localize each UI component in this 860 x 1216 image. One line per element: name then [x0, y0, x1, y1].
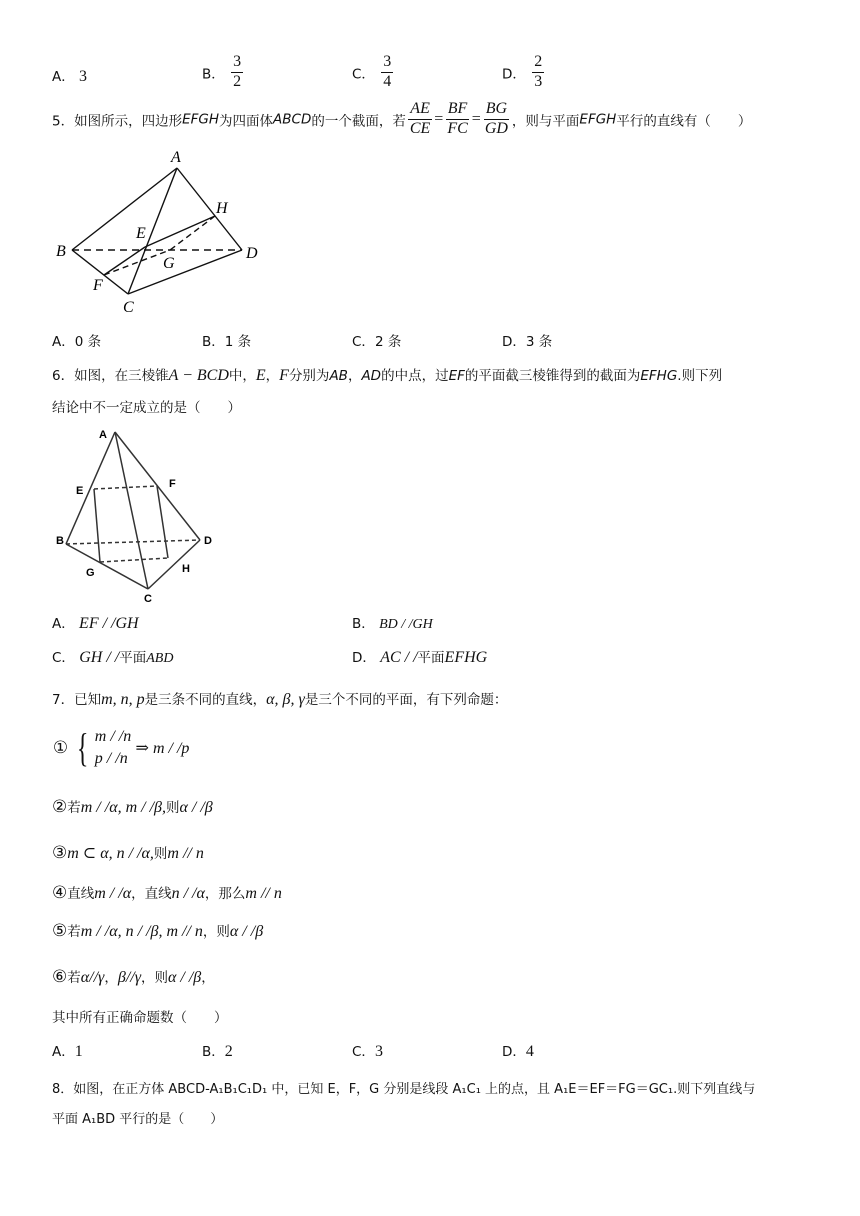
q5-tetrahedron-figure [50, 146, 280, 316]
q6-option-c[interactable]: C． GH / /平面ABD [52, 649, 174, 666]
q5-option-d[interactable]: D．3 条 [502, 334, 553, 350]
label-a: A [99, 429, 107, 441]
label-b: B [56, 535, 64, 547]
q4-option-b[interactable]: B． $\frac{3}{2}$ [202, 53, 242, 90]
label-f: F [93, 277, 103, 294]
label-a: A [171, 149, 181, 166]
label-g: G [163, 255, 175, 272]
q6-stem-line1: 6．如图，在三棱锥A − BCD中，E，F分别为AB，AD的中点，过EF的平面截三棱锥得到的截面为EFHG.则下列 [52, 367, 723, 384]
label-c: C [144, 593, 152, 605]
label-d: D [246, 245, 258, 262]
q5-option-c[interactable]: C．2 条 [352, 334, 402, 350]
label-g: G [86, 567, 95, 579]
label-h: H [216, 200, 228, 217]
q4-option-a[interactable]: A． 3 [52, 68, 88, 85]
q7-prop-4: ④直线m / /α，直线n / /α，那么m // n [52, 883, 282, 903]
q5-option-b[interactable]: B．1 条 [202, 334, 252, 350]
ratio-ae-ce: $\frac{AE}{CE}$ [409, 100, 431, 137]
q8-stem-line2: 平面 A₁BD 平行的是（ ） [52, 1112, 224, 1127]
q7-question: 其中所有正确命题数（ ） [52, 1010, 228, 1026]
q7-prop-3: ③m ⊂ α, n / /α,则m // n [52, 843, 204, 863]
q7-option-a[interactable]: A．1 [52, 1043, 83, 1060]
q4-option-d[interactable]: D． $\frac{2}{3}$ [502, 53, 543, 90]
q7-prop-1: ① { m / /n p / /n ⇒ m / /p [52, 725, 190, 770]
fraction: $\frac{3}{4}$ [383, 53, 392, 90]
label-h: H [182, 563, 190, 575]
q6-option-b[interactable]: B． BD / /GH [352, 616, 433, 632]
q8-stem-line1: 8．如图，在正方体 ABCD-A₁B₁C₁D₁ 中，已知 E，F，G 分别是线段 A₁C₁ 上的点，且 A₁E＝EF＝FG＝GC₁.则下列直线与 [52, 1082, 756, 1097]
q6-stem-line2: 结论中不一定成立的是（ ） [52, 400, 241, 416]
label-d: D [204, 535, 212, 547]
ratio-bg-gd: $\frac{BG}{GD}$ [484, 100, 508, 137]
q6-pyramid-figure [52, 424, 227, 606]
q6-option-d[interactable]: D． AC / /平面EFHG [352, 649, 488, 666]
fraction: $\frac{3}{2}$ [233, 53, 242, 90]
label-e: E [76, 485, 84, 497]
q7-option-c[interactable]: C．3 [352, 1043, 383, 1060]
q5-option-a[interactable]: A．0 条 [52, 334, 102, 350]
label-f: F [169, 478, 176, 490]
label-c: C [123, 299, 134, 316]
label-e: E [136, 225, 146, 242]
q7-stem: 7．已知m, n, p是三条不同的直线，α, β, γ是三个不同的平面，有下列命题： [52, 691, 508, 708]
q7-option-b[interactable]: B．2 [202, 1043, 233, 1060]
q5-stem: 5．如图所示，四边形EFGH为四面体ABCD的一个截面，若 $\frac{AE}{CE}$ = $\frac{BF}{FC}$ = $\frac{BG}{GD}$ ，则与平面EFGH平行的直线有（ ） [52, 100, 752, 137]
ratio-bf-fc: $\frac{BF}{FC}$ [447, 100, 468, 137]
label-b: B [56, 243, 66, 260]
q7-option-d[interactable]: D．4 [502, 1043, 534, 1060]
fraction: $\frac{2}{3}$ [534, 53, 543, 90]
q7-prop-5: ⑤若m / /α, n / /β, m // n，则α / /β [52, 921, 264, 941]
q6-option-a[interactable]: A． EF / /GH [52, 615, 139, 632]
left-brace: { [77, 725, 89, 770]
q4-option-c[interactable]: C． $\frac{3}{4}$ [352, 53, 392, 90]
q7-prop-6: ⑥若α//γ，β//γ，则α / /β， [52, 967, 215, 987]
q7-prop-2: ②若m / /α, m / /β,则α / /β [52, 797, 213, 817]
